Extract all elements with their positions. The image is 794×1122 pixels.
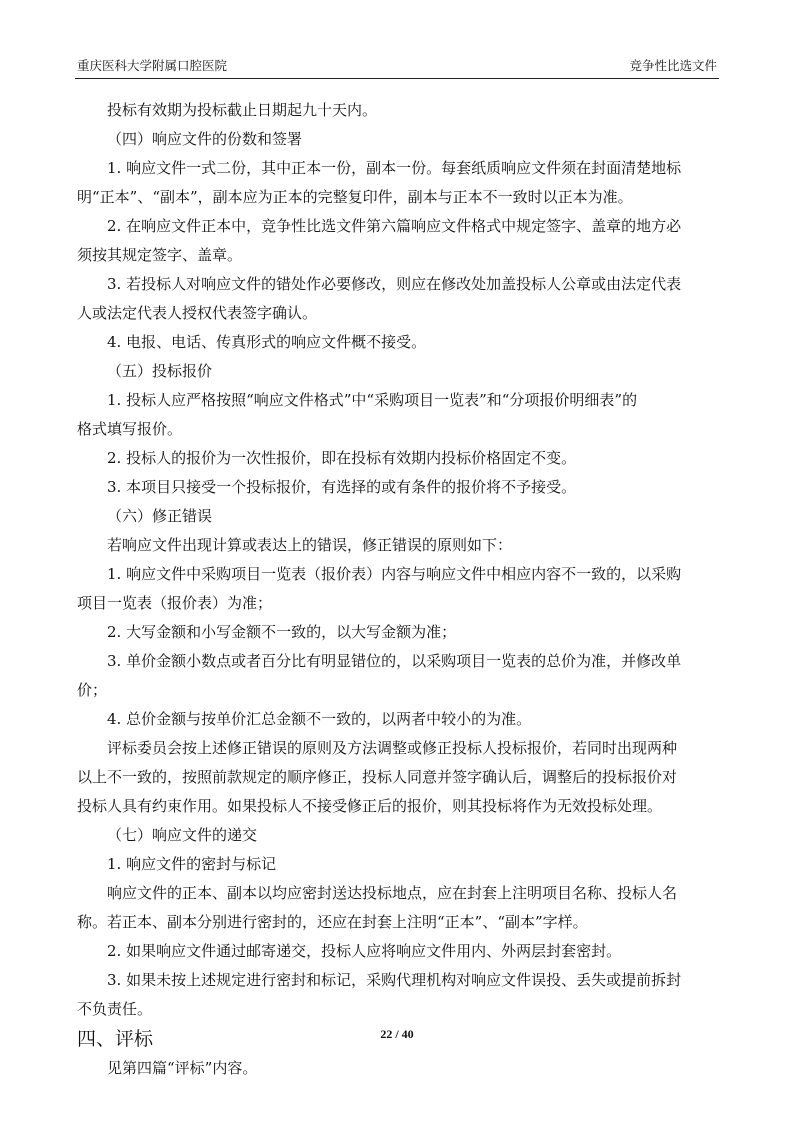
- text-line: 称。若正本、副本分别进行密封的，还应在封套上注明“正本”、“副本”字样。: [77, 913, 588, 931]
- text-line: 3. 如果未按上述规定进行密封和标记，采购代理机构对响应文件误投、丢失或提前拆封: [107, 971, 682, 989]
- text-line: （七）响应文件的递交: [107, 826, 258, 844]
- page-number: 22 / 40: [380, 1027, 414, 1041]
- text-line: 响应文件的正本、副本以均应密封送达投标地点，应在封套上注明项目名称、投标人名: [107, 884, 678, 902]
- text-line: 明“正本”、“副本”，副本应为正本的完整复印件，副本与正本不一致时以正本为准。: [77, 188, 633, 206]
- text-line: （五）投标报价: [107, 362, 213, 380]
- text-line: 3. 单价金额小数点或者百分比有明显错位的，以采购项目一览表的总价为准，并修改单: [107, 652, 682, 670]
- text-line: 1. 响应文件中采购项目一览表（报价表）内容与响应文件中相应内容不一致的，以采购: [107, 565, 682, 583]
- header-document-type: 竞争性比选文件: [629, 58, 717, 73]
- header-hospital-name: 重庆医科大学附属口腔医院: [77, 58, 228, 73]
- text-line: 见第四篇“评标”内容。: [107, 1059, 258, 1077]
- text-line: 1. 响应文件的密封与标记: [107, 855, 277, 873]
- text-line: 投标有效期为投标截止日期起九十天内。: [107, 101, 378, 119]
- text-line: 2. 大写金额和小写金额不一致的，以大写金额为准；: [107, 623, 457, 641]
- text-line: 以上不一致的，按照前款规定的顺序修正，投标人同意并签字确认后，调整后的投标报价对: [77, 768, 678, 786]
- text-line: 投标人具有约束作用。如果投标人不接受修正后的报价，则其投标将作为无效投标处理。: [77, 797, 663, 815]
- text-line: 人或法定代表人授权代表签字确认。: [77, 304, 318, 322]
- header-divider: [75, 78, 719, 79]
- text-line: 1. 响应文件一式二份，其中正本一份，副本一份。每套纸质响应文件须在封面清楚地标: [107, 159, 682, 177]
- text-line: 2. 在响应文件正本中，竞争性比选文件第六篇响应文件格式中规定签字、盖章的地方必: [107, 217, 682, 235]
- text-line: 3. 本项目只接受一个投标报价，有选择的或有条件的报价将不予接受。: [107, 478, 577, 496]
- text-line: 4. 电报、电话、传真形式的响应文件概不接受。: [107, 333, 427, 351]
- text-line: 2. 投标人的报价为一次性报价，即在投标有效期内投标价格固定不变。: [107, 449, 577, 467]
- text-line: 2. 如果响应文件通过邮寄递交，投标人应将响应文件用内、外两层封套密封。: [107, 942, 622, 960]
- text-line: （四）响应文件的份数和签署: [107, 130, 303, 148]
- text-line: 评标委员会按上述修正错误的原则及方法调整或修正投标人投标报价，若同时出现两种: [107, 739, 678, 757]
- text-line: 1. 投标人应严格按照“响应文件格式”中“采购项目一览表”和“分项报价明细表”的: [107, 391, 638, 409]
- section-heading: 四、评标: [77, 1028, 154, 1050]
- text-line: 若响应文件出现计算或表达上的错误，修正错误的原则如下：: [107, 536, 513, 554]
- page-header: [75, 56, 719, 76]
- text-line: 3. 若投标人对响应文件的错处作必要修改，则应在修改处加盖投标人公章或由法定代表: [107, 275, 682, 293]
- text-line: 项目一览表（报价表）为准；: [77, 594, 273, 612]
- text-line: 格式填写报价。: [77, 420, 183, 438]
- text-line: 价；: [77, 681, 108, 699]
- document-body: [77, 96, 717, 1083]
- text-line: 须按其规定签字、盖章。: [77, 246, 243, 264]
- text-line: （六）修正错误: [107, 507, 213, 525]
- text-line: 不负责任。: [77, 1000, 153, 1018]
- text-line: 4. 总价金额与按单价汇总金额不一致的，以两者中较小的为准。: [107, 710, 532, 728]
